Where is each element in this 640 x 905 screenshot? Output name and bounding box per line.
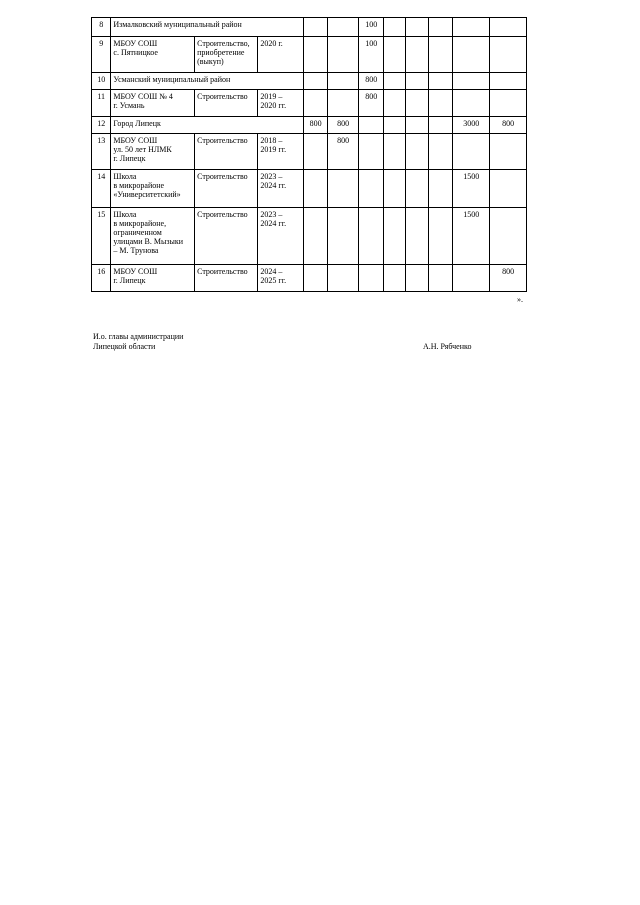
value-cell xyxy=(304,90,327,117)
period: 2018 – 2019 гг. xyxy=(258,134,304,170)
value-cell xyxy=(490,37,527,73)
value-cell xyxy=(406,208,428,265)
work-type: Строительство xyxy=(195,170,258,208)
value-cell xyxy=(406,18,428,37)
object-row xyxy=(92,265,527,292)
value-cell: 800 xyxy=(359,73,384,90)
value-cell xyxy=(406,134,428,170)
value-cell xyxy=(406,117,428,134)
value-cell xyxy=(453,134,490,170)
value-cell xyxy=(304,265,327,292)
value-cell xyxy=(490,170,527,208)
row-number: 8 xyxy=(92,18,111,37)
value-cell xyxy=(383,37,405,73)
value-cell xyxy=(304,170,327,208)
district-name: Город Липецк xyxy=(111,117,304,134)
work-type: Строительство, приобретение (выкуп) xyxy=(195,37,258,73)
value-cell xyxy=(327,265,359,292)
object-name: Школа в микрорайоне «Университетский» xyxy=(111,170,195,208)
value-cell: 1500 xyxy=(453,208,490,265)
value-cell xyxy=(304,208,327,265)
work-type: Строительство xyxy=(195,134,258,170)
row-number: 11 xyxy=(92,90,111,117)
value-cell xyxy=(428,73,453,90)
value-cell xyxy=(359,265,384,292)
value-cell xyxy=(428,18,453,37)
value-cell xyxy=(406,265,428,292)
value-cell xyxy=(453,90,490,117)
value-cell xyxy=(327,18,359,37)
value-cell: 800 xyxy=(490,265,527,292)
value-cell xyxy=(428,134,453,170)
object-name: МБОУ СОШ с. Пятницкое xyxy=(111,37,195,73)
value-cell xyxy=(327,73,359,90)
value-cell xyxy=(304,37,327,73)
value-cell xyxy=(383,170,405,208)
row-number: 15 xyxy=(92,208,111,265)
value-cell xyxy=(359,208,384,265)
value-cell xyxy=(406,73,428,90)
value-cell xyxy=(490,134,527,170)
district-name: Усманский муниципальный район xyxy=(111,73,304,90)
value-cell xyxy=(490,208,527,265)
object-row xyxy=(92,90,527,117)
value-cell xyxy=(428,90,453,117)
value-cell xyxy=(453,18,490,37)
signature-name: А.Н. Рябченко xyxy=(423,342,472,351)
district-row xyxy=(92,73,527,90)
district-row xyxy=(92,18,527,37)
value-cell xyxy=(383,73,405,90)
object-row xyxy=(92,170,527,208)
value-cell: 800 xyxy=(359,90,384,117)
object-name: МБОУ СОШ № 4 г. Усмань xyxy=(111,90,195,117)
value-cell xyxy=(453,265,490,292)
value-cell xyxy=(383,208,405,265)
row-number: 13 xyxy=(92,134,111,170)
value-cell xyxy=(304,18,327,37)
district-name: Измалковский муниципальный район xyxy=(111,18,304,37)
period: 2020 г. xyxy=(258,37,304,73)
signature-position-line1: И.о. главы администрации xyxy=(93,332,184,341)
value-cell xyxy=(453,73,490,90)
value-cell xyxy=(453,37,490,73)
object-row xyxy=(92,208,527,265)
value-cell xyxy=(406,170,428,208)
object-name: МБОУ СОШ ул. 50 лет НЛМК г. Липецк xyxy=(111,134,195,170)
district-row xyxy=(92,117,527,134)
value-cell: 100 xyxy=(359,18,384,37)
value-cell xyxy=(304,73,327,90)
closing-quote: ». xyxy=(517,295,523,304)
value-cell xyxy=(428,37,453,73)
work-type: Строительство xyxy=(195,90,258,117)
value-cell xyxy=(359,117,384,134)
value-cell xyxy=(490,18,527,37)
period: 2024 – 2025 гг. xyxy=(258,265,304,292)
row-number: 9 xyxy=(92,37,111,73)
period: 2023 – 2024 гг. xyxy=(258,170,304,208)
value-cell xyxy=(428,208,453,265)
signature-position-line2: Липецкой области xyxy=(93,342,156,351)
value-cell: 100 xyxy=(359,37,384,73)
value-cell xyxy=(327,208,359,265)
value-cell: 800 xyxy=(327,117,359,134)
value-cell: 1500 xyxy=(453,170,490,208)
period: 2019 – 2020 гг. xyxy=(258,90,304,117)
row-number: 12 xyxy=(92,117,111,134)
value-cell xyxy=(406,37,428,73)
object-row xyxy=(92,37,527,73)
value-cell: 3000 xyxy=(453,117,490,134)
value-cell: 800 xyxy=(327,134,359,170)
work-type: Строительство xyxy=(195,265,258,292)
financing-table xyxy=(91,17,527,292)
work-type: Строительство xyxy=(195,208,258,265)
value-cell xyxy=(490,90,527,117)
value-cell xyxy=(383,265,405,292)
value-cell: 800 xyxy=(490,117,527,134)
value-cell xyxy=(383,117,405,134)
object-name: Школа в микрорайоне, ограниченном улицами В. Мызыки – М. Трунова xyxy=(111,208,195,265)
row-number: 10 xyxy=(92,73,111,90)
object-row xyxy=(92,134,527,170)
value-cell xyxy=(428,170,453,208)
value-cell xyxy=(383,90,405,117)
value-cell: 800 xyxy=(304,117,327,134)
row-number: 16 xyxy=(92,265,111,292)
row-number: 14 xyxy=(92,170,111,208)
value-cell xyxy=(359,170,384,208)
value-cell xyxy=(406,90,428,117)
value-cell xyxy=(304,134,327,170)
table-body xyxy=(92,18,527,292)
period: 2023 – 2024 гг. xyxy=(258,208,304,265)
value-cell xyxy=(359,134,384,170)
value-cell xyxy=(490,73,527,90)
value-cell xyxy=(383,134,405,170)
object-name: МБОУ СОШ г. Липецк xyxy=(111,265,195,292)
value-cell xyxy=(383,18,405,37)
value-cell xyxy=(327,90,359,117)
value-cell xyxy=(327,170,359,208)
value-cell xyxy=(428,117,453,134)
value-cell xyxy=(428,265,453,292)
value-cell xyxy=(327,37,359,73)
